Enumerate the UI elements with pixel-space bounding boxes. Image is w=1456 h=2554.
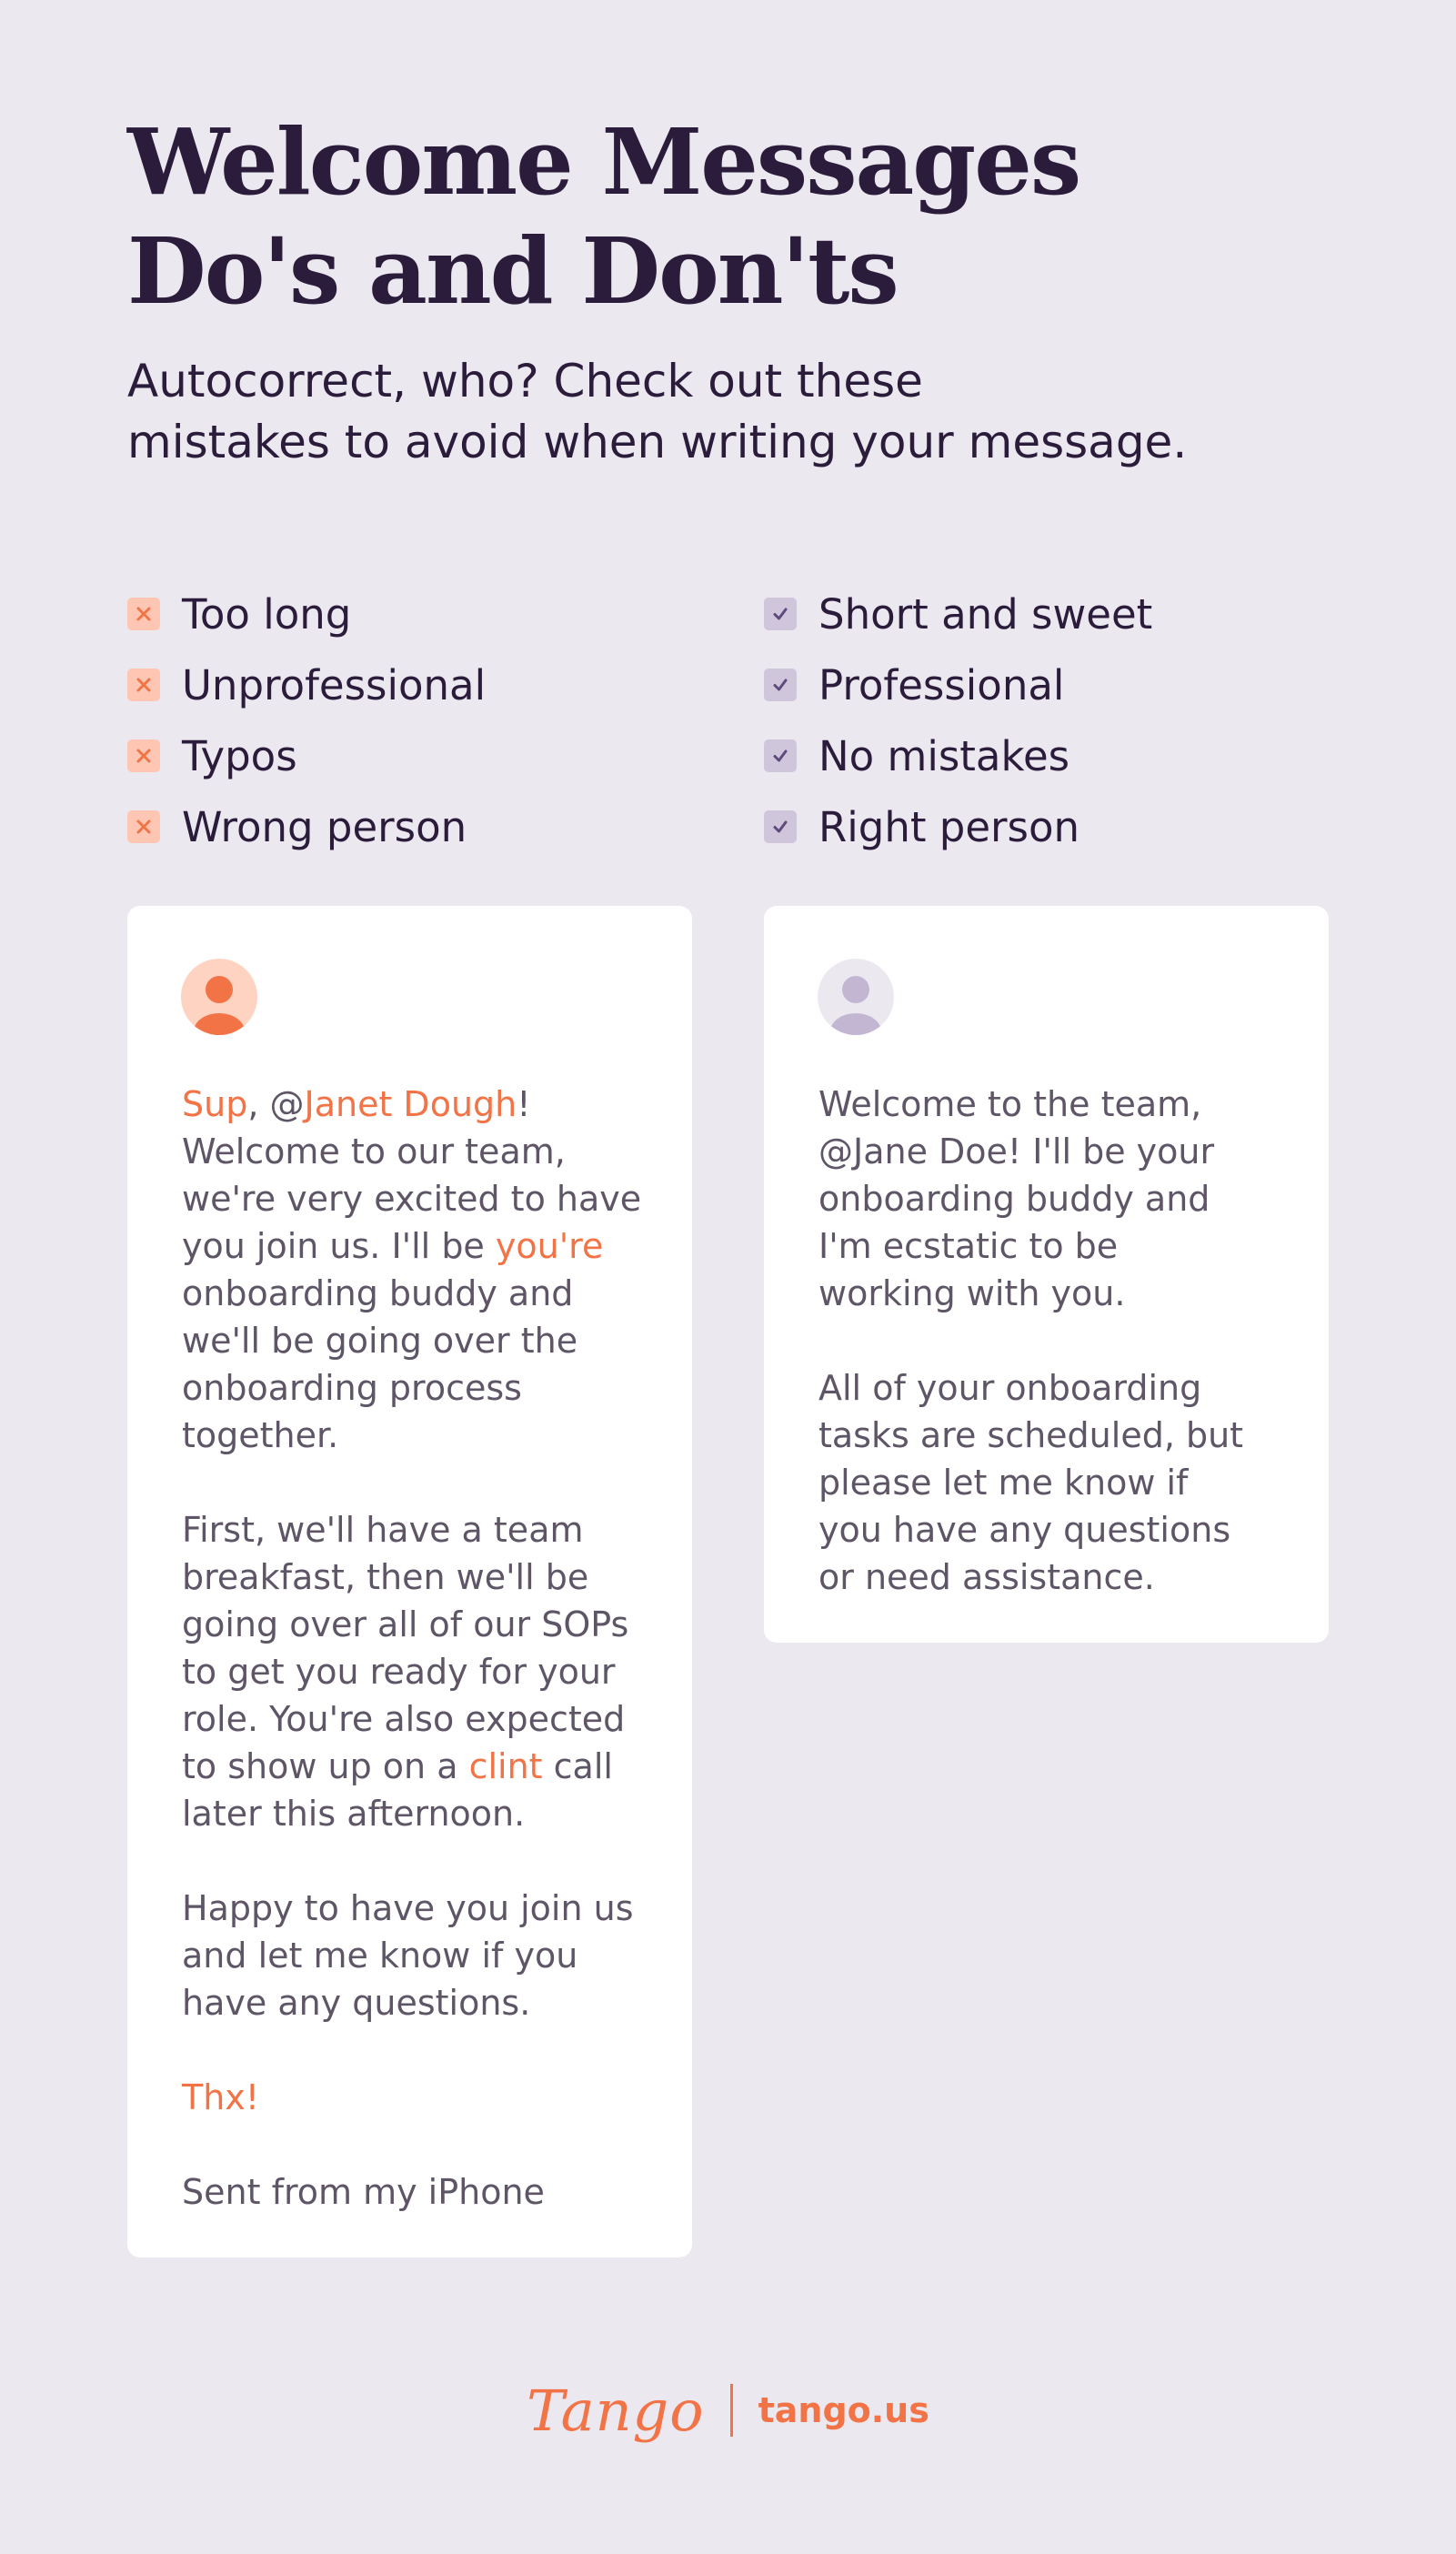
title-line-1: Welcome Messages [127,108,1080,216]
do-item [764,720,1364,791]
bad-message-paragraph [182,1081,655,1459]
bad-message-text [182,1081,655,2216]
do-item-label: No mistakes [818,731,1070,780]
message-text: onboarding buddy and we'll be going over the onboarding process together. [182,1273,578,1455]
user-avatar-icon [181,959,257,1035]
footer [0,2374,1456,2447]
dont-item-label: Unprofessional [182,660,487,709]
dont-item [127,578,728,649]
check-icon [764,739,797,772]
good-message-paragraph: Welcome to the team, @Jane Doe! I'll be your onboarding buddy and I'm ecstatic to be working with you. [818,1084,1215,1313]
x-icon [127,739,160,772]
good-message-card [764,906,1329,1643]
bad-message-signoff: Thx! [182,2077,260,2117]
donts-list [127,578,728,862]
footer-divider [730,2384,733,2437]
message-text: call later this afternoon. [182,1746,613,1834]
do-item [764,649,1364,720]
message-text: Welcome to our team, we're very excited to have you join us. I'll be [182,1131,642,1266]
bad-message-card [127,906,692,2257]
page-title [127,107,1310,326]
subtitle-line-2: mistakes to avoid when writing your message. [127,416,1188,468]
user-avatar-icon [818,959,894,1035]
x-icon [127,598,160,630]
bad-message-signature: Sent from my iPhone [182,2172,545,2212]
check-icon [764,669,797,701]
page-subtitle [127,351,1310,473]
tango-logo[interactable]: Tango [527,2377,705,2444]
dont-item-label: Wrong person [182,802,467,851]
do-item-label: Right person [818,802,1080,851]
good-message-text [818,1081,1246,1601]
x-icon [127,810,160,843]
typo-highlight: you're [495,1226,604,1266]
dont-item [127,791,728,862]
do-item [764,578,1364,649]
do-item [764,791,1364,862]
message-text: ! [517,1084,531,1124]
typo-highlight: clint [468,1746,543,1786]
check-icon [764,810,797,843]
site-link[interactable]: tango.us [758,2390,929,2430]
good-message-paragraph: All of your onboarding tasks are scheduled, but please let me know if you have any questions or need assistance. [818,1368,1244,1597]
subtitle-line-1: Autocorrect, who? Check out these [127,355,923,407]
dont-item [127,720,728,791]
do-item-label: Short and sweet [818,589,1153,638]
typo-highlight: Sup [182,1084,248,1124]
bad-message-paragraph: Happy to have you join us and let me know if you have any questions. [182,1888,634,2023]
x-icon [127,669,160,701]
title-line-2: Do's and Don'ts [127,217,898,325]
wrong-name-highlight: Janet Dough [304,1084,517,1124]
message-text: , @ [247,1084,305,1124]
dont-item-label: Too long [182,589,352,638]
dont-item [127,649,728,720]
message-text: First, we'll have a team breakfast, then we'll be going over all of our SOPs to get you ready for your role. You're also expected to show up on a [182,1510,629,1786]
check-icon [764,598,797,630]
dont-item-label: Typos [182,731,297,780]
do-item-label: Professional [818,660,1065,709]
bad-message-paragraph [182,1506,655,1837]
dos-list [764,578,1364,862]
